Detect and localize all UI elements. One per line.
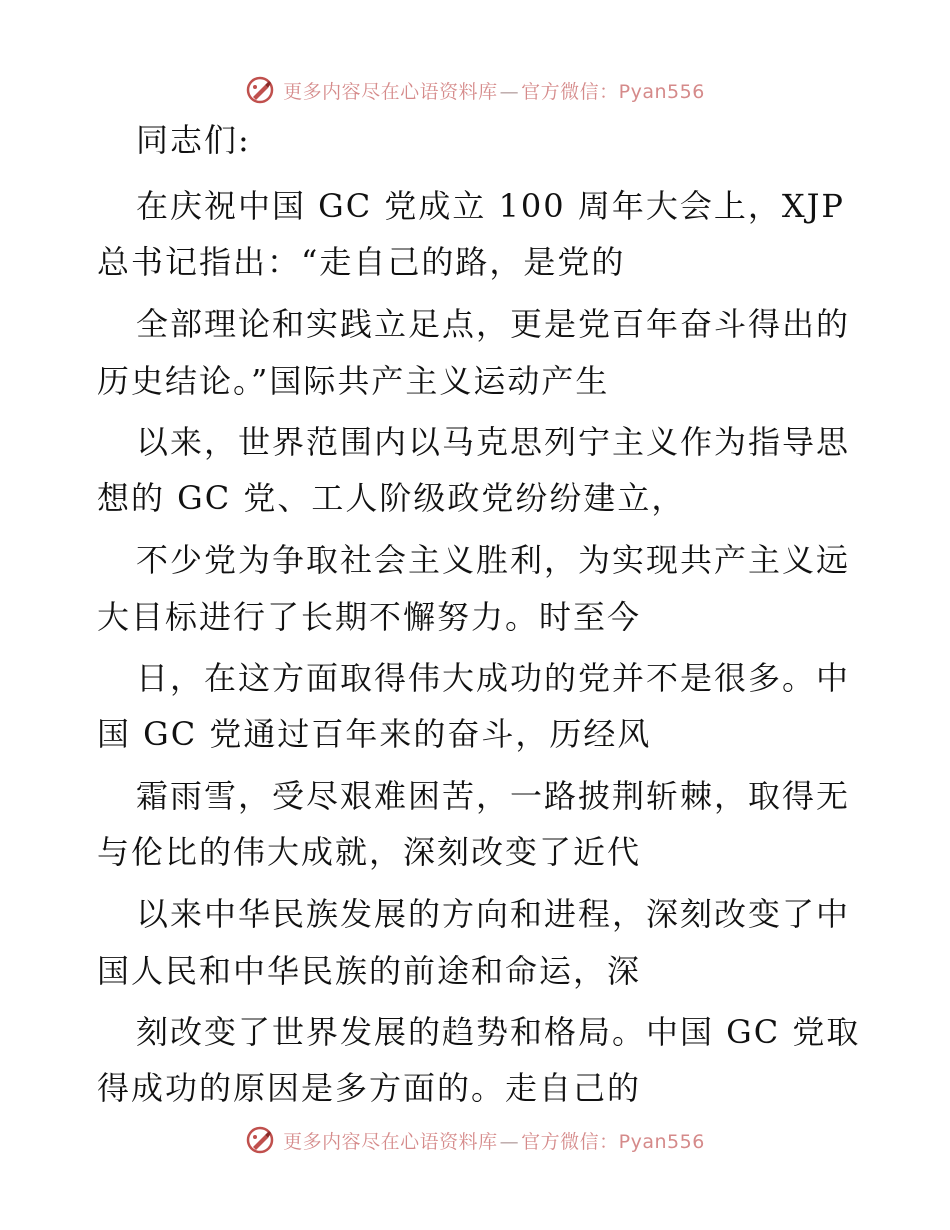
watermark-text: 更多内容尽在心语资料库 <box>283 1130 498 1153</box>
header-watermark <box>0 72 950 108</box>
footer-watermark <box>0 1122 950 1158</box>
text-line: 大目标进行了长期不懈努力。时至今 <box>97 598 642 636</box>
text-line: 想的 GC 党、工人阶级政党纷纷建立， <box>97 479 686 517</box>
text-line: 与伦比的伟大成就，深刻改变了近代 <box>97 833 642 871</box>
watermark-contact: 官方微信：Pyan556 <box>521 80 705 103</box>
text-line: 历史结论。”国际共产主义运动产生 <box>97 362 610 400</box>
text-line: 总书记指出：“走自己的路，是党的 <box>97 243 626 281</box>
text-line: 国人民和中华民族的前途和命运，深 <box>97 952 642 990</box>
pen-logo-icon <box>245 1125 275 1155</box>
text-line: 得成功的原因是多方面的。走自己的 <box>97 1069 642 1107</box>
text-line: 刻改变了世界发展的趋势和格局。中国 GC 党取 <box>136 1013 861 1051</box>
watermark-separator: — <box>499 80 520 103</box>
text-line: 国 GC 党通过百年来的奋斗，历经风 <box>97 715 652 753</box>
text-line: 霜雨雪，受尽艰难困苦，一路披荆斩棘，取得无 <box>136 777 851 815</box>
watermark-separator: — <box>499 1130 520 1153</box>
text-line: 在庆祝中国 GC 党成立 100 周年大会上，XJP <box>136 187 845 225</box>
pen-logo-icon <box>245 75 275 105</box>
text-line: 以来，世界范围内以马克思列宁主义作为指导思 <box>136 423 851 461</box>
watermark-contact: 官方微信：Pyan556 <box>521 1130 705 1153</box>
watermark-text: 更多内容尽在心语资料库 <box>283 80 498 103</box>
text-line: 日，在这方面取得伟大成功的党并不是很多。中 <box>136 659 851 697</box>
text-line: 以来中华民族发展的方向和进程，深刻改变了中 <box>136 895 851 933</box>
text-line: 全部理论和实践立足点，更是党百年奋斗得出的 <box>136 305 851 343</box>
text-line: 同志们: <box>136 121 251 159</box>
text-line: 不少党为争取社会主义胜利，为实现共产主义远 <box>136 541 851 579</box>
